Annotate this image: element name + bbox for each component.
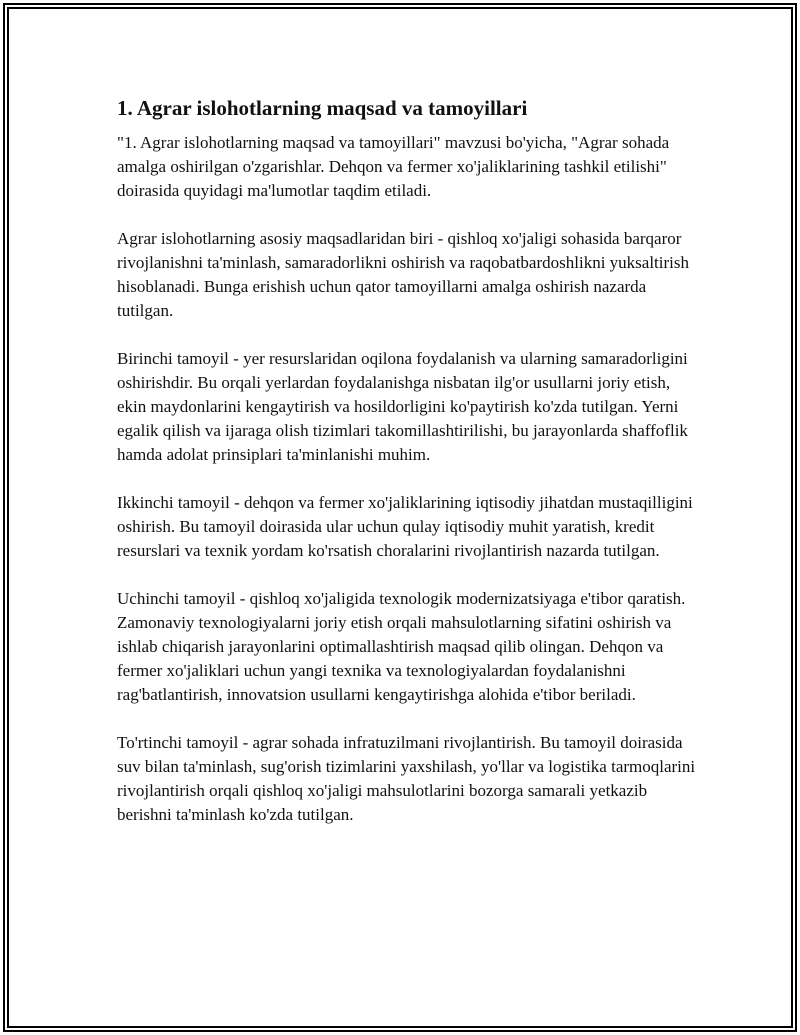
- paragraph-goals: Agrar islohotlarning asosiy maqsadlaridan biri - qishloq xo'jaligi sohasida barqaror rivojlanishni ta'minlash, samaradorlikni oshirish va raqobatbardoshlikni yuksaltirish hisoblanadi. Bunga erishish uchun qator tamoyillarni amalga oshirish nazarda tutilgan.: [117, 229, 689, 320]
- paragraph-principle-3: Uchinchi tamoyil - qishloq xo'jaligida texnologik modernizatsiyaga e'tibor qaratish. Zamonaviy texnologiyalarni joriy etish orqali mahsulotlarning sifatini oshirish va ishlab chiqarish jarayonlarini optimallashtirish maqsad qilib olingan. Dehqon va fermer xo'jaliklari uchun yangi texnika va texnologiyalardan foydalanishni rag'batlantirish, innovatsion usullarni kengaytirishga alohida e'tibor beriladi.: [117, 589, 686, 704]
- paragraph-principle-2: Ikkinchi tamoyil - dehqon va fermer xo'jaliklarining iqtisodiy jihatdan mustaqilligini oshirish. Bu tamoyil doirasida ular uchun qulay iqtisodiy muhit yaratish, kredit resurslari va texnik yordam ko'rsatish choralarini rivojlantirish nazarda tutilgan.: [117, 493, 693, 560]
- paragraph-principle-1: Birinchi tamoyil - yer resurslaridan oqilona foydalanish va ularning samaradorligini oshirishdir. Bu orqali yerlardan foydalanishga nisbatan ilg'or usullarni joriy etish, ekin maydonlarini kengaytirish va hosildorligini ko'paytirish ko'zda tutilgan. Yerni egalik qilish va ijaraga olish tizimlari takomillashtirilishi, bu jarayonlarda shaffoflik hamda adolat prinsiplari ta'minlanishi muhim.: [117, 349, 688, 464]
- paragraph-intro: "1. Agrar islohotlarning maqsad va tamoyillari" mavzusi bo'yicha, "Agrar sohada amalga oshirilgan o'zgarishlar. Dehqon va fermer xo'jaliklarining tashkil etilishi" doirasida quyidagi ma'lumotlar taqdim etiladi.: [117, 133, 670, 200]
- paragraph-principle-4: To'rtinchi tamoyil - agrar sohada infratuzilmani rivojlantirish. Bu tamoyil doirasida suv bilan ta'minlash, sug'orish tizimlarini yaxshilash, yo'llar va logistika tarmoqlarini rivojlantirish orqali qishloq xo'jaligi mahsulotlarini bozorga samarali yetkazib berishni ta'minlash ko'zda tutilgan.: [117, 733, 696, 824]
- document-body: [117, 94, 697, 851]
- document-title: 1. Agrar islohotlarning maqsad va tamoyillari: [117, 96, 528, 120]
